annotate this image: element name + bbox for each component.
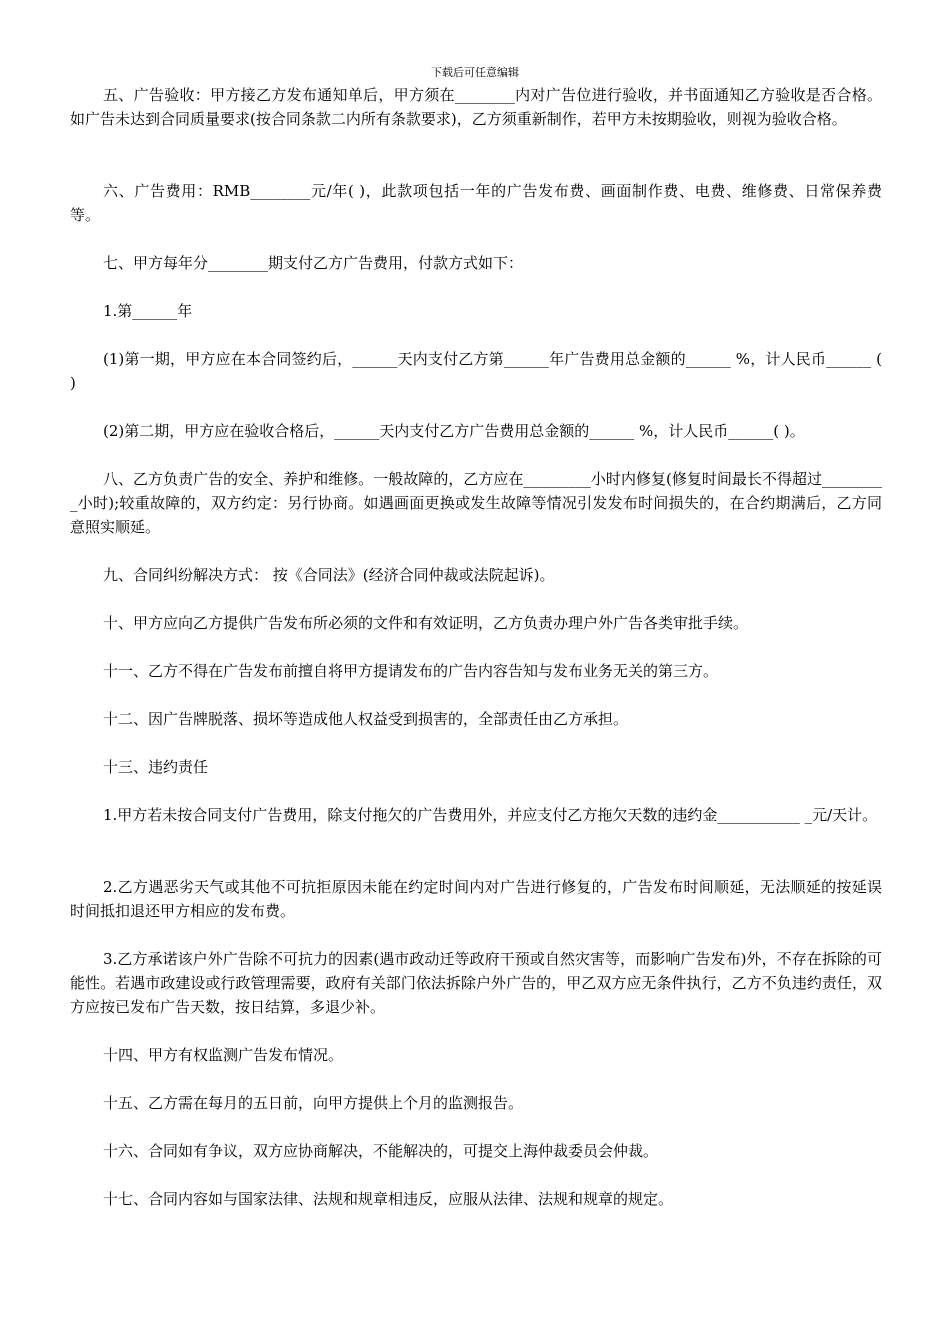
payment-phase-2: (2)第二期，甲方应在验收合格后，______天内支付乙方广告费用总金额的______ %，计人民币______( )。 [103, 422, 805, 440]
clause-17-compliance: 十七、合同内容如与国家法律、法规和规章相违反，应服从法律、法规和规章的规定。 [103, 1190, 674, 1208]
clause-15-reports: 十五、乙方需在每月的五日前，向甲方提供上个月的监测报告。 [103, 1094, 524, 1112]
breach-item-2: 2.乙方遇恶劣天气或其他不可抗拒原因未能在约定时间内对广告进行修复的，广告发布时间顺延，无法顺延的按延误时间抵扣退还甲方相应的发布费。 [70, 878, 882, 920]
page-header: 下载后可任意编辑 [431, 66, 519, 79]
breach-item-3: 3.乙方承诺该户外广告除不可抗力的因素(遇市政动迁等政府干预或自然灾害等，而影响广告发布)外，不存在拆除的可能性。若遇市政建设或行政管理需要，政府有关部门依法拆除户外广告的，甲乙双方应无条件执行，乙方不负违约责任，双方应按已发布广告天数，按日结算，多退少补。 [70, 950, 882, 1016]
breach-item-1: 1.甲方若未按合同支付广告费用，除支付拖欠的广告费用外，并应支付乙方拖欠天数的违约金___________ _元/天计。 [103, 806, 878, 824]
clause-13-heading: 十三、违约责任 [103, 758, 209, 776]
clause-12-liability: 十二、因广告牌脱落、损坏等造成他人权益受到损害的，全部责任由乙方承担。 [103, 710, 629, 728]
clause-7-payment: 七、甲方每年分________期支付乙方广告费用，付款方式如下： [103, 254, 524, 272]
clause-10-documents: 十、甲方应向乙方提供广告发布所必须的文件和有效证明，乙方负责办理户外广告各类审批手续。 [103, 614, 749, 632]
payment-phase-1: (1)第一期，甲方应在本合同签约后，______天内支付乙方第______年广告费用总金额的______ %，计人民币______ ( ) [70, 350, 882, 392]
clause-16-arbitration: 十六、合同如有争议，双方应协商解决，不能解决的，可提交上海仲裁委员会仲裁。 [103, 1142, 659, 1160]
clause-6-fees: 六、广告费用：RMB________元/年( )，此款项包括一年的广告发布费、画面制作费、电费、维修费、日常保养费等。 [70, 182, 882, 224]
clause-8-maintenance: 八、乙方负责广告的安全、养护和维修。一般故障的，乙方应在_________小时内修复(修复时间最长不得超过_________小时);较重故障的，双方约定：另行协商。如遇画面更换或发生故障等情况引发发布时间损失的，在合约期满后，乙方同意照实顺延。 [70, 470, 882, 536]
payment-year: 1.第______年 [103, 302, 193, 320]
clause-5-acceptance: 五、广告验收：甲方接乙方发布通知单后，甲方须在________内对广告位进行验收，并书面通知乙方验收是否合格。如广告未达到合同质量要求(按合同条款二内所有条款要求)，乙方须重新制作，若甲方未按期验收，则视为验收合格。 [70, 86, 882, 128]
clause-11-confidentiality: 十一、乙方不得在广告发布前擅自将甲方提请发布的广告内容告知与发布业务无关的第三方。 [103, 662, 719, 680]
clause-14-monitoring: 十四、甲方有权监测广告发布情况。 [103, 1046, 344, 1064]
clause-9-disputes: 九、合同纠纷解决方式： 按《合同法》(经济合同仲裁或法院起诉)。 [103, 566, 555, 584]
